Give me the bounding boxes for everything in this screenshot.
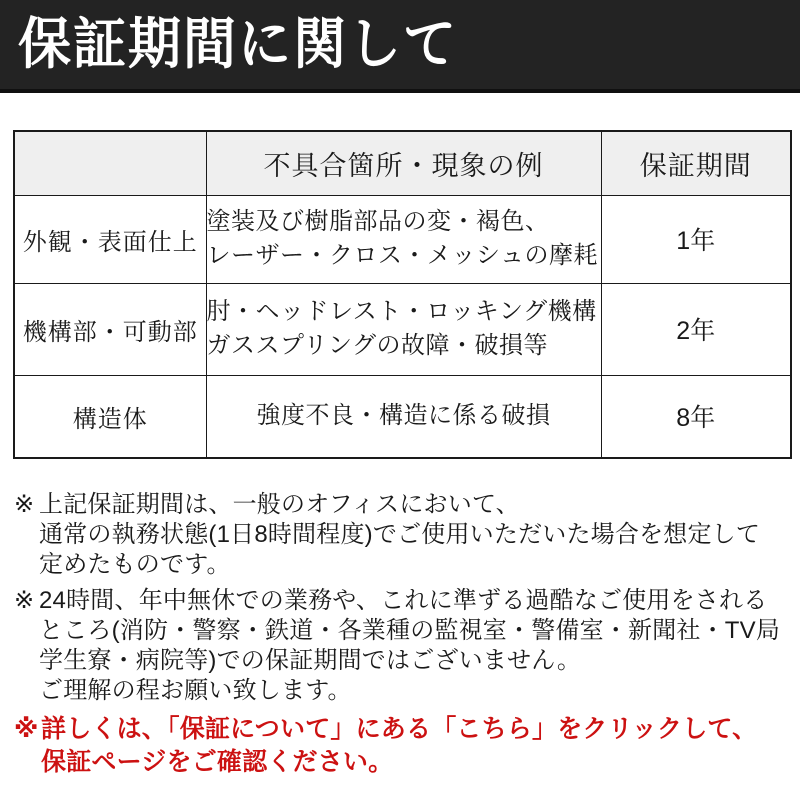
- table-row: [14, 195, 791, 283]
- note-line: 詳しくは、「保証について」にある「こちら」をクリックして、: [41, 715, 758, 743]
- warranty-table-container: [13, 130, 790, 459]
- row-category: 外観・表面仕上: [14, 195, 206, 283]
- note-line: 24時間、年中無休での業務や、これに準ずる過酷なご使用をされる: [39, 587, 768, 614]
- note-line: ご理解の程お願い致します。: [39, 677, 352, 704]
- note-marker: ※: [14, 587, 35, 614]
- column-header-category: [14, 131, 206, 195]
- note-line: 定めたものです。: [39, 551, 231, 578]
- row-example-line2: ガススプリングの故障・破損等: [206, 332, 549, 359]
- table-row: [14, 283, 791, 375]
- row-example: [206, 283, 601, 375]
- row-example-line1: 塗装及び樹脂部品の変・褐色、: [206, 208, 550, 235]
- row-period: 8年: [601, 375, 791, 458]
- table-header-row: [14, 131, 791, 195]
- row-period: 2年: [601, 283, 791, 375]
- row-example-line1: 肘・ヘッドレスト・ロッキング機構: [206, 298, 597, 325]
- page-title: 保証期間に関して: [18, 13, 458, 76]
- note-line: 学生寮・病院等)での保証期間ではございません。: [39, 647, 582, 674]
- note-marker: ※: [14, 491, 35, 518]
- table-row: [14, 375, 791, 458]
- note-warranty-page-link: [14, 713, 792, 779]
- note-line: 保証ページをご確認ください。: [41, 748, 394, 776]
- column-header-period: 保証期間: [601, 131, 791, 195]
- note-general-office-usage: [14, 490, 792, 580]
- column-header-example: 不具合箇所・現象の例: [206, 131, 601, 195]
- note-line: 通常の執務状態(1日8時間程度)でご使用いただいた場合を想定して: [39, 521, 761, 548]
- row-example: [206, 375, 601, 458]
- warranty-table: [13, 130, 792, 459]
- note-line: ところ(消防・警察・鉄道・各業種の監視室・警備室・新聞社・TV局: [39, 617, 781, 644]
- note-line: 上記保証期間は、一般のオフィスにおいて、: [39, 491, 520, 518]
- note-marker: ※: [14, 715, 39, 743]
- row-category: 構造体: [14, 375, 206, 458]
- row-example: [206, 195, 601, 283]
- row-example-line1: 強度不良・構造に係る破損: [256, 402, 551, 430]
- page-header: [0, 0, 800, 93]
- row-period: 1年: [601, 195, 791, 283]
- note-24h-usage-exclusion: [14, 586, 792, 706]
- row-category: 機構部・可動部: [14, 283, 206, 375]
- row-example-line2: レーザー・クロス・メッシュの摩耗: [206, 242, 599, 269]
- footnotes: [14, 490, 792, 779]
